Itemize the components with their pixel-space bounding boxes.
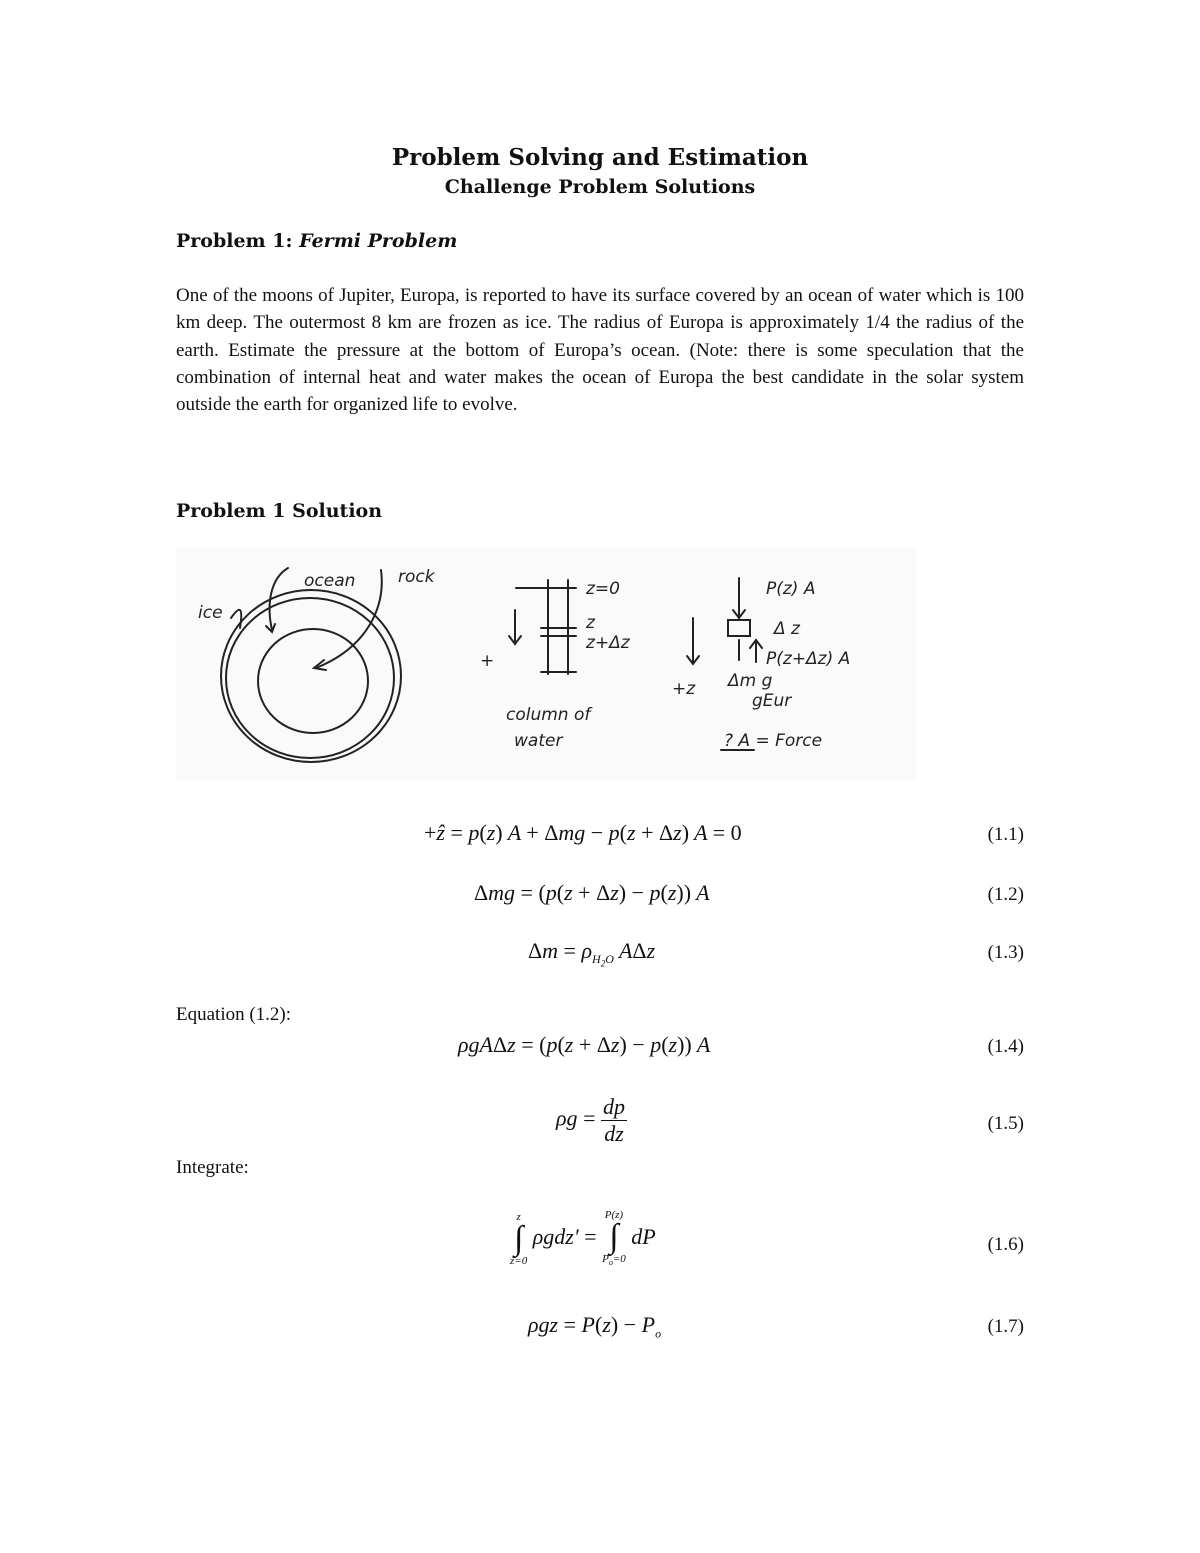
equation-number-1-1: (1.1) [987,824,1024,845]
dmg-label: Δm g [728,671,773,691]
problem-statement: One of the moons of Jupiter, Europa, is reported to have its surface covered by an ocean of water which is 100 km deep. The outermost 8 km are frozen as ice. The radius of Europa is approximately 1/4 the radius of the earth. Estimate the pressure at the bottom of Europa’s ocean. (Note: there is some speculation that the combination of internal heat and water makes the ocean of Europa the best candidate in the solar system outside the earth for organized life to evolve. [176,285,1024,416]
hand-sketch [176,548,916,780]
page-title: Problem Solving and Estimation [391,144,809,171]
column-label: column of [506,705,591,725]
plus-label: + [480,651,495,671]
equation-number-1-7: (1.7) [987,1316,1024,1337]
problem-heading-topic: Fermi Problem [299,230,458,252]
equation-number-1-5: (1.5) [987,1113,1024,1134]
force-label: ? A = Force [724,731,823,751]
page-subtitle: Challenge Problem Solutions [444,176,756,198]
equation-number-1-6: (1.6) [987,1234,1024,1255]
dp-dz-fraction: $\frac{dp}{dz}$ [602,1094,625,1146]
ocean-label: ocean [304,571,356,591]
equation-1-6: z ∫ z=0 ρgdz′ = P(z) ∫ $P_o=0$ dP [510,1208,656,1270]
equation-1-7: $\rho gz = P(z) - P_o$ [528,1312,662,1341]
zdz-label: z+Δz [586,633,630,653]
rock-label: rock [398,567,435,587]
equation-number-1-3: (1.3) [987,942,1024,963]
pzdza-label: P(z+Δz) A [766,649,851,669]
z0-label: z=0 [586,579,620,599]
left-integral: z ∫ z=0 [510,1211,528,1268]
plusz-label: +z [672,679,696,699]
geur-label: gEur [752,691,792,711]
dz-label: Δ z [774,619,800,639]
equation-1-1: +ẑ = p(z) A + Δmg − p(z + Δz) A = 0 [424,820,742,845]
solution-heading: Problem 1 Solution [176,500,383,522]
equation-reference-label: Equation (1.2): [176,1004,292,1025]
equation-1-3: $\Delta m = \rho_{H_2O}$ AΔz [528,938,656,969]
ice-label: ice [198,603,223,623]
pza-label: P(z) A [766,579,816,599]
problem-heading-prefix: Problem 1: [176,230,293,252]
equation-1-5: ρg = $\frac{dp}{dz}$ [556,1094,625,1146]
water-label: water [514,731,563,751]
right-integral: P(z) ∫ $P_o=0$ [602,1209,626,1268]
equation-number-1-4: (1.4) [987,1036,1024,1057]
equation-1-2: Δmg = (p(z + Δz) − p(z)) A [474,880,710,905]
problem-heading [176,230,457,252]
equation-number-1-2: (1.2) [987,884,1024,905]
integrate-label: Integrate: [176,1157,249,1178]
equation-1-4: ρgAΔz = (p(z + Δz) − p(z)) A [458,1032,711,1057]
z-label: z [586,613,595,633]
